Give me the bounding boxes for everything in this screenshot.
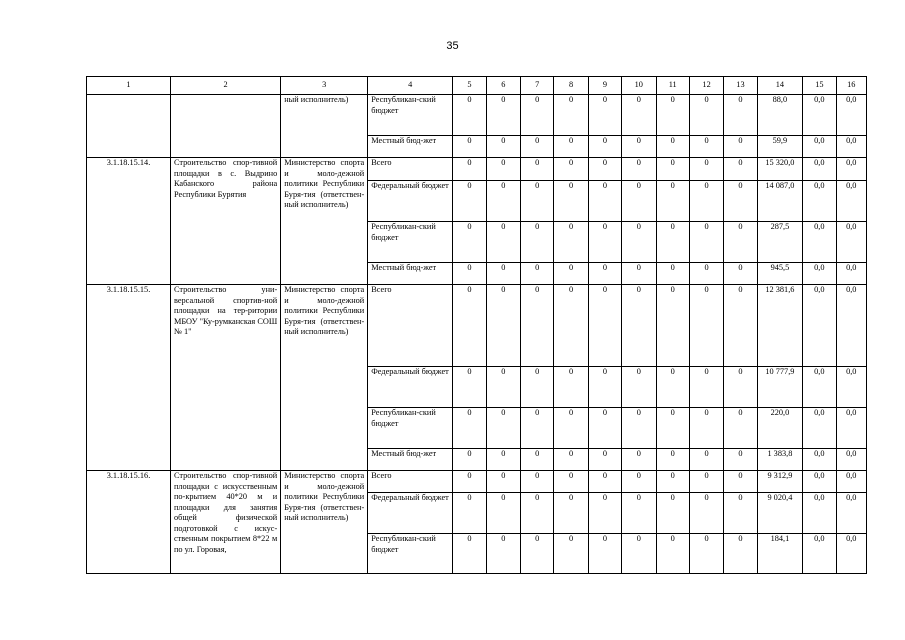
value-cell: 0: [453, 158, 486, 181]
value-cell: 0: [554, 408, 588, 449]
funding-source: Республикан-ский бюджет: [368, 222, 453, 263]
value-cell: 0: [724, 181, 757, 222]
value-cell: 0: [588, 471, 621, 493]
amount-cell: 10 777,9: [757, 367, 803, 408]
value-cell: 0: [453, 95, 486, 136]
amount-cell: 220,0: [757, 408, 803, 449]
value-cell: 0: [656, 493, 689, 534]
value-cell: 0: [588, 408, 621, 449]
value-cell: 0: [588, 285, 621, 367]
value-cell: 0: [520, 493, 553, 534]
value-cell: 0: [622, 181, 656, 222]
table-row: [87, 285, 867, 367]
value-cell: 0: [453, 449, 486, 471]
value-cell: 0: [520, 471, 553, 493]
value-cell: 0: [453, 285, 486, 367]
value-cell: 0: [689, 181, 723, 222]
value-cell: 0: [724, 158, 757, 181]
value-cell: 0: [689, 534, 723, 574]
name-cell: Строительство спор-тивной площадки с искусственным по-крытием 40*20 м и площадки для занятия общей физической подготовкой с искус-ственным покрытием 8*22 м по ул. Горовая,: [170, 471, 280, 574]
value-cell: 0: [453, 534, 486, 574]
value-cell: 0: [724, 408, 757, 449]
funding-source: Республикан-ский бюджет: [368, 534, 453, 574]
value-cell: 0: [520, 158, 553, 181]
funding-source: Республикан-ский бюджет: [368, 95, 453, 136]
amount-cell: 88,0: [757, 95, 803, 136]
code-cell: 3.1.18.15.15.: [87, 285, 171, 471]
header-row: [87, 77, 867, 95]
value-cell: 0: [520, 408, 553, 449]
value-cell: 0: [486, 181, 520, 222]
name-cell: [170, 95, 280, 158]
column-header-2: 2: [170, 77, 280, 95]
value-cell: 0: [724, 449, 757, 471]
value-cell: 0,0: [836, 222, 866, 263]
funding-source: Местный бюд-жет: [368, 263, 453, 285]
value-cell: 0: [453, 408, 486, 449]
value-cell: 0: [656, 534, 689, 574]
value-cell: 0: [622, 222, 656, 263]
value-cell: 0: [520, 263, 553, 285]
table-body: [87, 95, 867, 574]
value-cell: 0: [656, 367, 689, 408]
table-row: [87, 158, 867, 181]
funding-source: Всего: [368, 158, 453, 181]
funding-source: Всего: [368, 285, 453, 367]
code-cell: 3.1.18.15.14.: [87, 158, 171, 285]
funding-source: Местный бюд-жет: [368, 449, 453, 471]
value-cell: 0: [588, 95, 621, 136]
value-cell: 0: [486, 534, 520, 574]
value-cell: 0: [724, 136, 757, 158]
value-cell: 0: [724, 95, 757, 136]
value-cell: 0,0: [803, 493, 836, 534]
value-cell: 0: [554, 367, 588, 408]
value-cell: 0: [588, 367, 621, 408]
value-cell: 0: [656, 285, 689, 367]
value-cell: 0: [724, 471, 757, 493]
funding-source: Всего: [368, 471, 453, 493]
value-cell: 0,0: [803, 181, 836, 222]
value-cell: 0,0: [803, 534, 836, 574]
value-cell: 0: [724, 285, 757, 367]
code-cell: [87, 95, 171, 158]
value-cell: 0,0: [803, 285, 836, 367]
amount-cell: 945,5: [757, 263, 803, 285]
funding-source: Федеральный бюджет: [368, 493, 453, 534]
value-cell: 0: [656, 449, 689, 471]
value-cell: 0: [486, 471, 520, 493]
value-cell: 0,0: [836, 367, 866, 408]
amount-cell: 184,1: [757, 534, 803, 574]
value-cell: 0,0: [803, 471, 836, 493]
value-cell: 0: [453, 181, 486, 222]
value-cell: 0: [689, 136, 723, 158]
value-cell: 0: [689, 367, 723, 408]
value-cell: 0,0: [803, 367, 836, 408]
value-cell: 0: [554, 158, 588, 181]
value-cell: 0,0: [836, 534, 866, 574]
value-cell: 0: [520, 534, 553, 574]
value-cell: 0: [453, 367, 486, 408]
value-cell: 0,0: [836, 493, 866, 534]
value-cell: 0: [689, 285, 723, 367]
value-cell: 0: [486, 285, 520, 367]
value-cell: 0: [453, 493, 486, 534]
value-cell: 0: [554, 285, 588, 367]
value-cell: 0: [622, 158, 656, 181]
value-cell: 0: [588, 493, 621, 534]
value-cell: 0: [554, 493, 588, 534]
value-cell: 0: [656, 222, 689, 263]
amount-cell: 9 020,4: [757, 493, 803, 534]
value-cell: 0: [724, 534, 757, 574]
value-cell: 0: [520, 449, 553, 471]
funding-source: Федеральный бюджет: [368, 181, 453, 222]
value-cell: 0: [588, 181, 621, 222]
value-cell: 0: [520, 95, 553, 136]
value-cell: 0,0: [836, 95, 866, 136]
value-cell: 0: [689, 158, 723, 181]
executor-cell: Министерство спорта и моло-дежной политики Республики Буря-тия (ответствен-ный исполнитель): [281, 471, 368, 574]
funding-source: Федеральный бюджет: [368, 367, 453, 408]
value-cell: 0: [453, 471, 486, 493]
value-cell: 0: [520, 181, 553, 222]
value-cell: 0: [453, 222, 486, 263]
value-cell: 0: [520, 367, 553, 408]
column-header-3: 3: [281, 77, 368, 95]
value-cell: 0,0: [836, 285, 866, 367]
value-cell: 0: [588, 136, 621, 158]
value-cell: 0: [656, 471, 689, 493]
value-cell: 0: [520, 222, 553, 263]
budget-table: [86, 76, 867, 574]
amount-cell: 15 320,0: [757, 158, 803, 181]
value-cell: 0: [724, 222, 757, 263]
value-cell: 0,0: [836, 471, 866, 493]
value-cell: 0: [554, 263, 588, 285]
value-cell: 0: [486, 158, 520, 181]
column-header-7: 7: [520, 77, 553, 95]
amount-cell: 287,5: [757, 222, 803, 263]
value-cell: 0: [486, 222, 520, 263]
funding-source: Местный бюд-жет: [368, 136, 453, 158]
amount-cell: 59,9: [757, 136, 803, 158]
value-cell: 0: [486, 493, 520, 534]
value-cell: 0: [656, 158, 689, 181]
column-header-16: 16: [836, 77, 866, 95]
value-cell: 0: [622, 367, 656, 408]
value-cell: 0: [486, 95, 520, 136]
name-cell: Строительство спор-тивной площадки в с. Выдрино Кабанского района Республики Бурятия: [170, 158, 280, 285]
value-cell: 0: [486, 408, 520, 449]
value-cell: 0: [622, 449, 656, 471]
value-cell: 0: [689, 263, 723, 285]
value-cell: 0,0: [803, 263, 836, 285]
amount-cell: 12 381,6: [757, 285, 803, 367]
column-header-6: 6: [486, 77, 520, 95]
value-cell: 0,0: [836, 136, 866, 158]
value-cell: 0,0: [836, 181, 866, 222]
table-row: [87, 95, 867, 136]
value-cell: 0: [554, 181, 588, 222]
value-cell: 0: [656, 181, 689, 222]
amount-cell: 14 087,0: [757, 181, 803, 222]
value-cell: 0: [554, 222, 588, 263]
value-cell: 0: [622, 263, 656, 285]
value-cell: 0: [622, 534, 656, 574]
code-cell: 3.1.18.15.16.: [87, 471, 171, 574]
value-cell: 0: [588, 449, 621, 471]
page-number: 35: [446, 40, 459, 52]
value-cell: 0,0: [836, 449, 866, 471]
value-cell: 0: [486, 136, 520, 158]
value-cell: 0: [622, 493, 656, 534]
value-cell: 0,0: [836, 408, 866, 449]
column-header-8: 8: [554, 77, 588, 95]
column-header-15: 15: [803, 77, 836, 95]
value-cell: 0: [588, 158, 621, 181]
value-cell: 0: [486, 449, 520, 471]
value-cell: 0,0: [836, 158, 866, 181]
value-cell: 0: [689, 222, 723, 263]
value-cell: 0: [656, 136, 689, 158]
value-cell: 0: [689, 493, 723, 534]
column-header-12: 12: [689, 77, 723, 95]
value-cell: 0: [724, 367, 757, 408]
value-cell: 0: [656, 263, 689, 285]
value-cell: 0: [622, 136, 656, 158]
value-cell: 0,0: [803, 449, 836, 471]
value-cell: 0: [453, 136, 486, 158]
value-cell: 0,0: [803, 222, 836, 263]
amount-cell: 9 312,9: [757, 471, 803, 493]
value-cell: 0: [486, 367, 520, 408]
value-cell: 0: [554, 95, 588, 136]
value-cell: 0: [453, 263, 486, 285]
value-cell: 0: [724, 263, 757, 285]
value-cell: 0,0: [803, 136, 836, 158]
value-cell: 0,0: [803, 95, 836, 136]
column-header-13: 13: [724, 77, 757, 95]
column-header-11: 11: [656, 77, 689, 95]
value-cell: 0: [520, 136, 553, 158]
value-cell: 0: [622, 95, 656, 136]
value-cell: 0: [554, 534, 588, 574]
executor-cell: Министерство спорта и моло-дежной политики Республики Буря-тия (ответствен-ный исполнитель): [281, 285, 368, 471]
value-cell: 0: [554, 136, 588, 158]
executor-cell: Министерство спорта и моло-дежной политики Республики Буря-тия (ответствен-ный исполнитель): [281, 158, 368, 285]
column-header-1: 1: [87, 77, 171, 95]
column-header-10: 10: [622, 77, 656, 95]
value-cell: 0,0: [803, 408, 836, 449]
value-cell: 0: [588, 534, 621, 574]
value-cell: 0: [554, 449, 588, 471]
value-cell: 0,0: [836, 263, 866, 285]
value-cell: 0: [588, 222, 621, 263]
value-cell: 0: [656, 408, 689, 449]
value-cell: 0: [689, 95, 723, 136]
value-cell: 0: [554, 471, 588, 493]
value-cell: 0: [689, 449, 723, 471]
value-cell: 0: [689, 471, 723, 493]
column-header-14: 14: [757, 77, 803, 95]
value-cell: 0: [486, 263, 520, 285]
column-header-9: 9: [588, 77, 621, 95]
value-cell: 0: [520, 285, 553, 367]
column-header-5: 5: [453, 77, 486, 95]
executor-cell: ный исполнитель): [281, 95, 368, 158]
column-header-4: 4: [368, 77, 453, 95]
value-cell: 0,0: [803, 158, 836, 181]
value-cell: 0: [724, 493, 757, 534]
value-cell: 0: [656, 95, 689, 136]
table-row: [87, 471, 867, 493]
value-cell: 0: [622, 471, 656, 493]
amount-cell: 1 383,8: [757, 449, 803, 471]
value-cell: 0: [622, 408, 656, 449]
name-cell: Строительство уни-версальной спортив-ной площадки на тер-ритории МБОУ "Ку-румканская СОШ № 1": [170, 285, 280, 471]
value-cell: 0: [689, 408, 723, 449]
value-cell: 0: [588, 263, 621, 285]
value-cell: 0: [622, 285, 656, 367]
funding-source: Республикан-ский бюджет: [368, 408, 453, 449]
